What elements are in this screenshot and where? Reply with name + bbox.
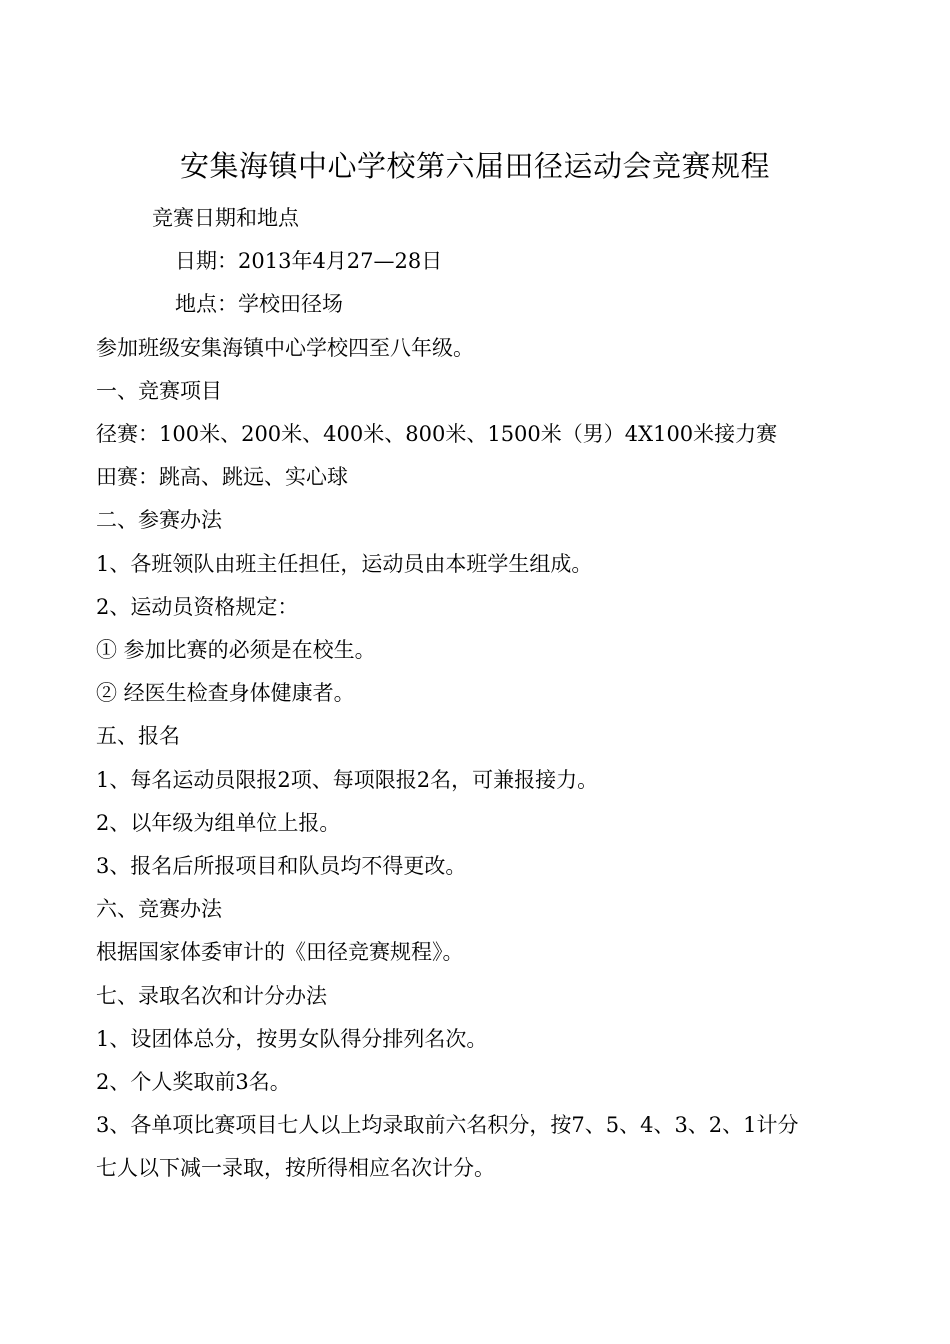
eligibility-item-1: ① 参加比赛的必须是在校生。: [96, 638, 376, 662]
section-scoring-heading: 七、录取名次和计分办法: [96, 984, 327, 1008]
track-events-line: 径赛：100米、200米、400米、800米、1500米（男）4X100米接力赛: [96, 422, 778, 446]
section-registration-heading: 五、报名: [96, 724, 180, 748]
section-events-heading: 一、竞赛项目: [96, 379, 222, 403]
date-line: 日期：2013年4月27—28日: [175, 249, 443, 273]
section-date-location: 竞赛日期和地点: [152, 206, 299, 230]
participation-item-2: 2、运动员资格规定：: [96, 595, 299, 619]
participation-item-1: 1、各班领队由班主任担任，运动员由本班学生组成。: [96, 552, 593, 576]
document-title: 安集海镇中心学校第六届田径运动会竞赛规程: [179, 149, 770, 183]
scoring-item-2: 2、个人奖取前3名。: [96, 1070, 291, 1094]
scoring-item-3-continued: 七人以下减一录取，按所得相应名次计分。: [96, 1156, 495, 1180]
eligibility-item-2: ② 经医生检查身体健康者。: [96, 681, 355, 705]
registration-item-2: 2、以年级为组单位上报。: [96, 811, 341, 835]
registration-item-1: 1、每名运动员限报2项、每项限报2名，可兼报接力。: [96, 768, 599, 792]
field-events-line: 田赛：跳高、跳远、实心球: [96, 465, 348, 489]
location-line: 地点：学校田径场: [175, 292, 343, 316]
registration-item-3: 3、报名后所报项目和队员均不得更改。: [96, 854, 467, 878]
section-participation-heading: 二、参赛办法: [96, 508, 222, 532]
scoring-item-1: 1、设团体总分，按男女队得分排列名次。: [96, 1027, 488, 1051]
participants-line: 参加班级安集海镇中心学校四至八年级。: [96, 336, 474, 360]
section-competition-heading: 六、竞赛办法: [96, 897, 222, 921]
scoring-item-3: 3、各单项比赛项目七人以上均录取前六名积分，按7、5、4、3、2、1计分: [96, 1113, 799, 1137]
competition-rules-line: 根据国家体委审计的《田径竞赛规程》。: [96, 940, 464, 964]
